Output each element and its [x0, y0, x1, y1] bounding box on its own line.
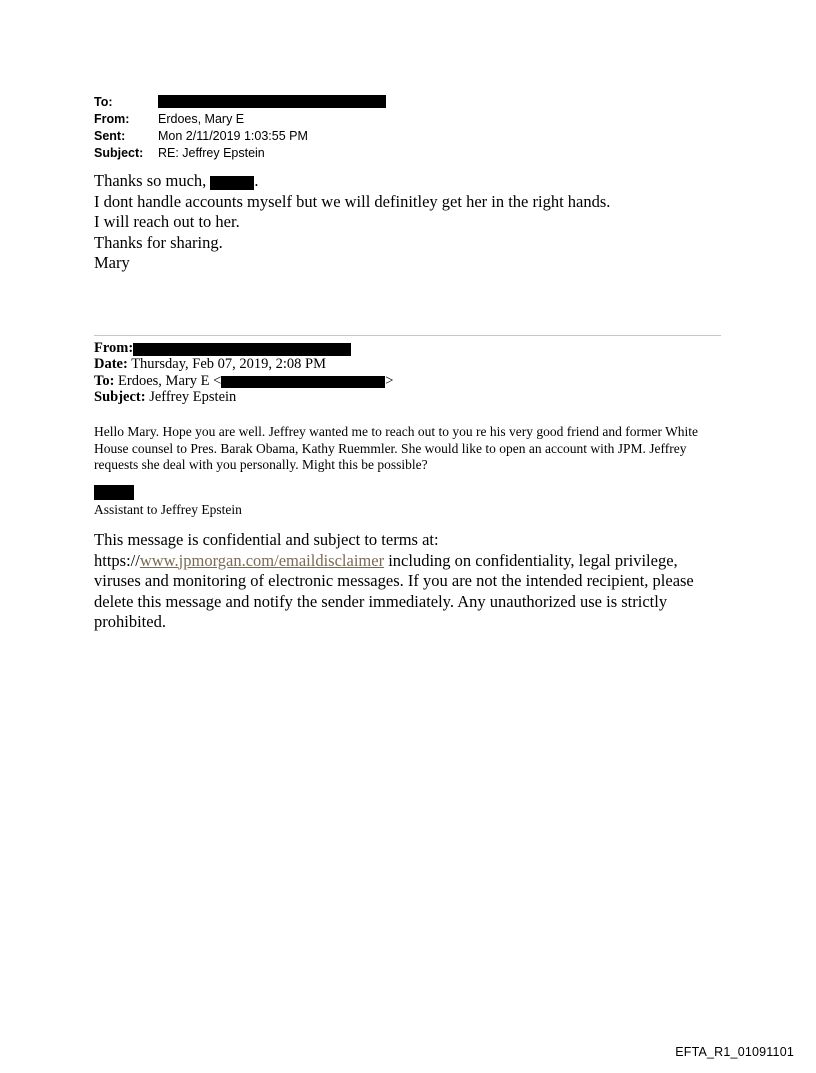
header-label-sent: Sent:: [94, 129, 126, 143]
quoted-label-subject: Subject:: [94, 388, 146, 405]
header-label-to: To:: [94, 95, 113, 109]
quoted-row-from: [94, 340, 734, 356]
header-value-from: Erdoes, Mary E: [158, 112, 245, 126]
header-row-subject: [94, 145, 714, 162]
email-disclaimer: [94, 530, 718, 633]
reply-line-2: I dont handle accounts myself but we will definitley get her in the right hands.: [94, 191, 611, 211]
header-value-subject: RE: Jeffrey Epstein: [158, 146, 265, 160]
email-header: [94, 94, 714, 162]
header-value-to: [158, 94, 386, 111]
header-row-from: [94, 111, 714, 128]
quoted-body-paragraph: Hello Mary. Hope you are well. Jeffrey wanted me to reach out to you re his very good friend and former White House counsel to Pres. Barak Obama, Kathy Ruemmler. She would like to open an account with JPM. Jeffrey requests she deal with you personally. Might this be possible?: [94, 424, 699, 472]
reply-line-1: [94, 171, 734, 192]
redaction-bar-quoted-to: [221, 376, 385, 388]
disclaimer-link[interactable]: www.jpmorgan.com/emaildisclaimer: [139, 550, 385, 570]
quoted-signature-title: Assistant to Jeffrey Epstein: [94, 501, 242, 517]
quoted-signature: [94, 484, 494, 518]
header-label-from: From:: [94, 112, 130, 126]
quoted-value-subject: Jeffrey Epstein: [149, 388, 237, 405]
reply-line-4: Thanks for sharing.: [94, 232, 223, 252]
redaction-bar-quoted-from: [133, 343, 351, 356]
header-value-sent: Mon 2/11/2019 1:03:55 PM: [158, 129, 308, 143]
quoted-signature-name: [94, 484, 494, 501]
quoted-email-header: [94, 340, 734, 405]
header-row-to: [94, 94, 714, 111]
redaction-bar-name: [210, 176, 254, 190]
header-row-sent: [94, 128, 714, 145]
quoted-label-to: To:: [94, 372, 115, 389]
reply-signature: Mary: [94, 253, 130, 272]
reply-line-1-before: Thanks so much,: [94, 171, 207, 190]
quoted-message-divider: [94, 335, 721, 336]
header-label-subject: Subject:: [94, 146, 144, 160]
bates-number: EFTA_R1_01091101: [675, 1045, 794, 1059]
quoted-row-to: [94, 373, 734, 389]
quoted-value-to: Erdoes, Mary E <: [118, 372, 222, 389]
quoted-row-date: [94, 356, 734, 372]
disclaimer-after-link: including on confidentiality, legal privilege, viruses and monitoring of electronic messages. If you are not the intended recipient, please delete this message and notify the sender immediately. Any unauthorized use is strictly prohibited.: [94, 550, 694, 631]
quoted-value-to-tail: >: [385, 372, 394, 389]
redaction-bar-signature: [94, 485, 134, 500]
quoted-label-from: From:: [94, 340, 134, 356]
reply-line-1-after: .: [254, 171, 259, 190]
reply-body: [94, 171, 734, 274]
redaction-bar-to: [158, 95, 386, 108]
reply-line-3: I will reach out to her.: [94, 212, 240, 231]
quoted-row-subject: [94, 389, 734, 405]
quoted-label-date: Date:: [94, 356, 128, 373]
disclaimer-before-link: This message is confidential and subject to terms at: https://: [94, 530, 439, 570]
quoted-value-date: Thursday, Feb 07, 2019, 2:08 PM: [131, 356, 327, 373]
